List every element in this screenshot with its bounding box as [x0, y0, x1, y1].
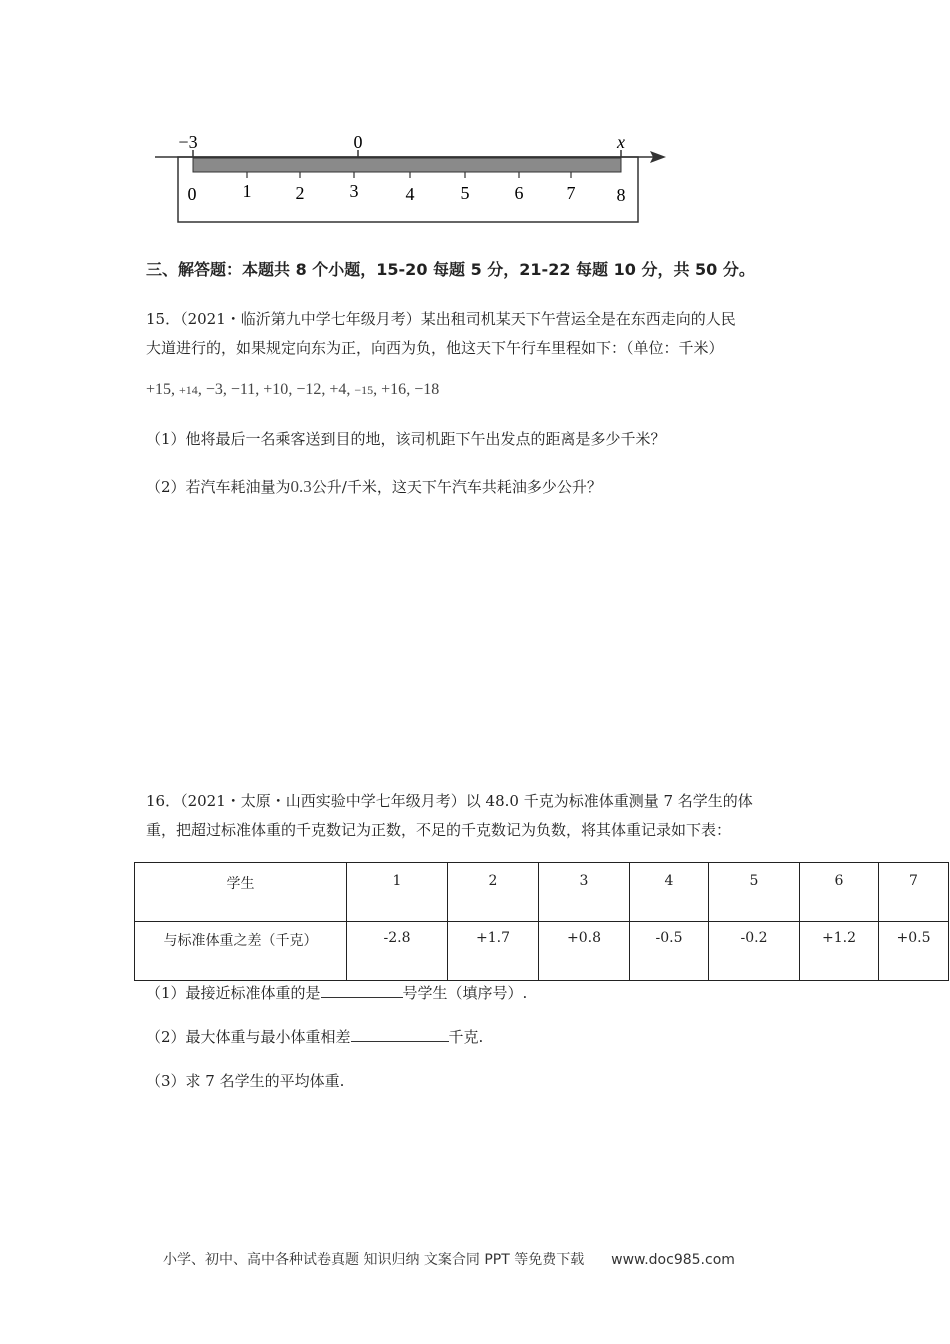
- table-cell: 5: [709, 863, 800, 922]
- q15-sub2-before: （2）若汽车耗油量为: [146, 478, 291, 496]
- ruler-bar: [193, 158, 621, 172]
- table-cell: 7: [879, 863, 949, 922]
- ruler-label-3: 3: [349, 181, 359, 201]
- table-header-student: 学生: [135, 863, 347, 922]
- q16-line2: 重，把超过标准体重的千克数记为正数，不足的千克数记为负数，将其体重记录如下表：: [146, 821, 732, 839]
- ruler-label-8: 8: [616, 185, 626, 205]
- table-cell: +1.7: [448, 922, 539, 981]
- q16-sub1-before: （1）最接近标准体重的是: [146, 984, 321, 1002]
- answer-blank[interactable]: [351, 1027, 449, 1042]
- ruler-label-0: 0: [187, 184, 197, 204]
- q16-sub1-after: 号学生（填序号）.: [402, 984, 528, 1002]
- answer-blank[interactable]: [321, 983, 403, 998]
- top-label-x: x: [617, 132, 625, 152]
- q15-mileage-list: +15, +14, −3, −11, +10, −12, +4, −15, +16, −18: [146, 381, 440, 398]
- table-cell: -2.8: [347, 922, 448, 981]
- table-cell: +0.8: [539, 922, 630, 981]
- mileage-value: −15: [354, 383, 374, 397]
- table-cell: 1: [347, 863, 448, 922]
- number-line-figure: [150, 128, 680, 228]
- q16-line1: 16．（2021・太原・山西实验中学七年级月考）以 48.0 千克为标准体重测量 7 名学生的体: [146, 792, 753, 810]
- mileage-value: −3: [205, 381, 223, 398]
- mileage-value: −12: [296, 381, 322, 398]
- table-cell: 3: [539, 863, 630, 922]
- q16-sub1: [146, 983, 527, 1003]
- table-cell: -0.5: [630, 922, 709, 981]
- q15-sub1: （1）他将最后一名乘客送到目的地，该司机距下午出发点的距离是多少千米？: [146, 430, 666, 448]
- table-cell: +1.2: [800, 922, 879, 981]
- mileage-value: +14: [179, 383, 198, 397]
- mileage-value: +15: [146, 381, 172, 398]
- footer-text: 小学、初中、高中各种试卷真题 知识归纳 文案合同 PPT 等免费下载: [163, 1252, 585, 1268]
- ruler-label-2: 2: [295, 183, 305, 203]
- ruler-label-6: 6: [514, 183, 524, 203]
- ruler-label-7: 7: [566, 183, 576, 203]
- table-cell: +0.5: [879, 922, 949, 981]
- q15-sub2: [146, 477, 602, 497]
- footer: [163, 1249, 735, 1269]
- q15-line2: 大道进行的，如果规定向东为正，向西为负，他这天下午行车里程如下：（单位：千米）: [146, 339, 724, 357]
- table-row: [135, 922, 949, 981]
- q15-sub2-after: 公升/千米，这天下午汽车共耗油多少公升？: [311, 478, 602, 496]
- top-label-0: 0: [353, 132, 363, 152]
- mileage-value: −11: [230, 381, 256, 398]
- fuel-rate-value: 0.3: [290, 477, 312, 496]
- table-row: [135, 863, 949, 922]
- mileage-value: −18: [414, 381, 440, 398]
- ruler-label-1: 1: [242, 181, 252, 201]
- table-header-diff: 与标准体重之差（千克）: [135, 922, 347, 981]
- mileage-value: +4: [329, 381, 347, 398]
- mileage-value: +16: [381, 381, 407, 398]
- table-cell: 6: [800, 863, 879, 922]
- ruler-label-4: 4: [405, 184, 415, 204]
- ruler-ticks: [247, 172, 571, 178]
- weight-table: [134, 862, 949, 981]
- footer-site-link[interactable]: www.doc985.com: [611, 1252, 735, 1268]
- section-heading: 三、解答题：本题共 8 个小题，15-20 每题 5 分，21-22 每题 10 分，共 50 分。: [146, 260, 755, 279]
- table-cell: 2: [448, 863, 539, 922]
- q16-sub2: [146, 1027, 483, 1047]
- table-cell: 4: [630, 863, 709, 922]
- q16-sub2-after: 千克.: [448, 1028, 484, 1046]
- q16-sub3: （3）求 7 名学生的平均体重.: [146, 1072, 345, 1090]
- top-label-neg3: −3: [178, 132, 198, 152]
- table-cell: -0.2: [709, 922, 800, 981]
- q15-line1: 15．（2021・临沂第九中学七年级月考）某出租司机某天下午营运全是在东西走向的人民: [146, 310, 736, 328]
- mileage-value: +10: [263, 381, 289, 398]
- q16-sub2-before: （2）最大体重与最小体重相差: [146, 1028, 351, 1046]
- ruler-label-5: 5: [460, 183, 470, 203]
